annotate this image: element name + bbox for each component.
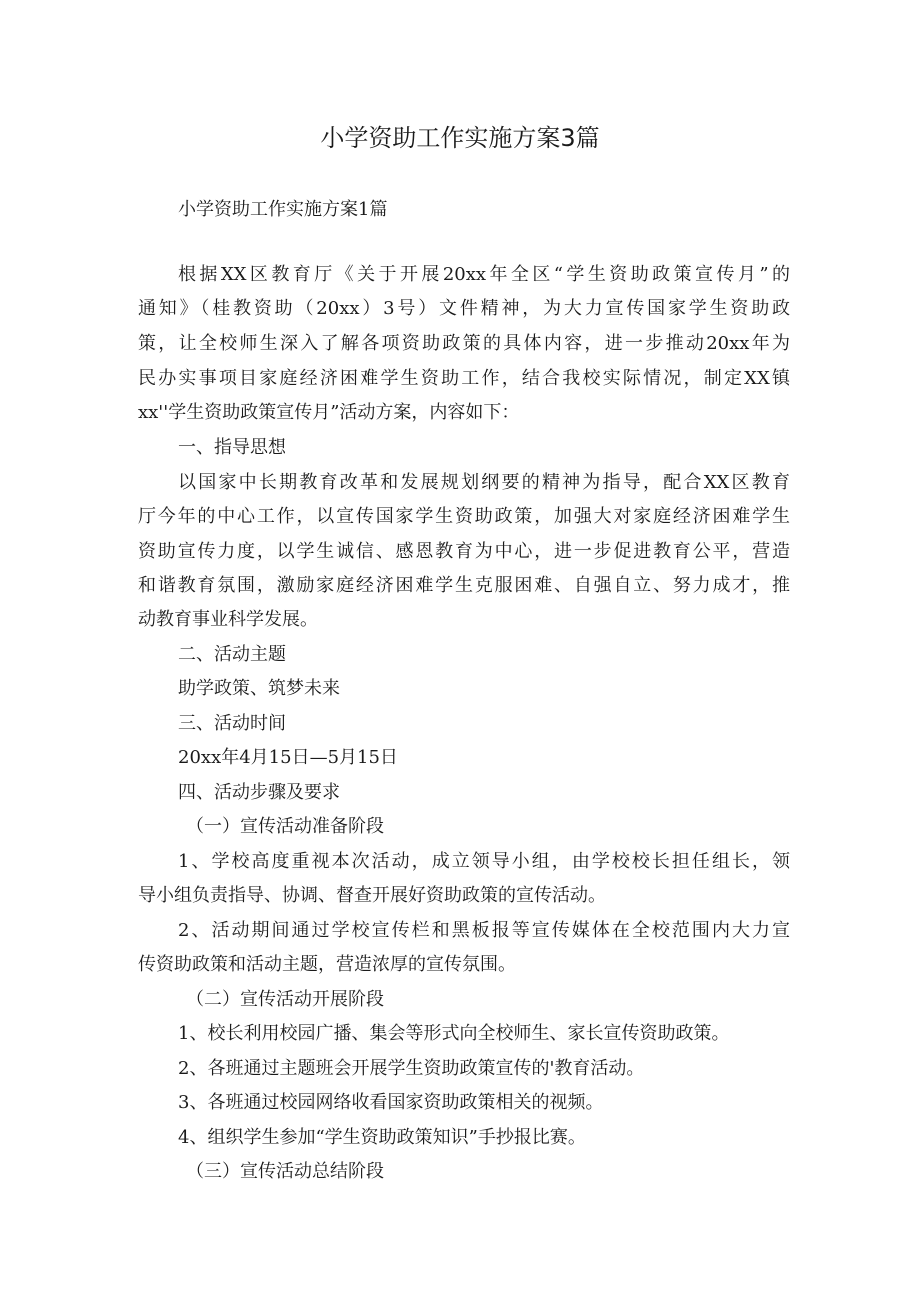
subsection-heading: （三）宣传活动总结阶段 [186, 1161, 384, 1182]
paragraph-line: 传资助政策和活动主题，营造浓厚的宣传氛围。 [138, 954, 516, 975]
paragraph-line: 通知》（桂教资助（20xx）3号）文件精神，为大力宣传国家学生资助政 [138, 298, 790, 319]
paragraph-line: 1、校长利用校园广播、集会等形式向全校师生、家长宣传资助政策。 [178, 1023, 730, 1044]
paragraph-line: 动教育事业科学发展。 [138, 609, 318, 630]
document-title: 小学资助工作实施方案3篇 [320, 124, 600, 152]
paragraph-line: 2、各班通过主题班会开展学生资助政策宣传的'教育活动。 [178, 1058, 645, 1079]
paragraph-line: 厅今年的中心工作，以宣传国家学生资助政策，加强大对家庭经济困难学生 [138, 506, 790, 527]
section-heading: 三、活动时间 [178, 713, 286, 734]
subsection-heading: （二）宣传活动开展阶段 [186, 989, 384, 1010]
paragraph-line: 20xx年4月15日—5月15日 [178, 747, 398, 768]
paragraph-line: 以国家中长期教育改革和发展规划纲要的精神为指导，配合XX区教育 [178, 472, 790, 493]
paragraph-line: 和谐教育氛围，激励家庭经济困难学生克服困难、自强自立、努力成才，推 [138, 575, 790, 596]
paragraph-line: 导小组负责指导、协调、督查开展好资助政策的宣传活动。 [138, 885, 606, 906]
paragraph-line: xx''学生资助政策宣传月”活动方案，内容如下： [138, 402, 520, 423]
subsection-heading: （一）宣传活动准备阶段 [186, 816, 384, 837]
paragraph-line: 民办实事项目家庭经济困难学生资助工作，结合我校实际情况，制定XX镇 [138, 368, 790, 389]
paragraph-line: 策，让全校师生深入了解各项资助政策的具体内容，进一步推动20xx年为 [138, 333, 790, 354]
paragraph-line: 4、组织学生参加“学生资助政策知识”手抄报比赛。 [178, 1127, 586, 1148]
paragraph-line: 2、活动期间通过学校宣传栏和黑板报等宣传媒体在全校范围内大力宣 [178, 920, 790, 941]
paragraph-line: 1、学校高度重视本次活动，成立领导小组，由学校校长担任组长，领 [178, 851, 790, 872]
section-heading: 小学资助工作实施方案1篇 [178, 199, 388, 220]
paragraph-line: 3、各班通过校园网络收看国家资助政策相关的视频。 [178, 1092, 604, 1113]
section-heading: 四、活动步骤及要求 [178, 782, 340, 803]
paragraph-line: 资助宣传力度，以学生诚信、感恩教育为中心，进一步促进教育公平，营造 [138, 541, 790, 562]
section-heading: 二、活动主题 [178, 644, 286, 665]
section-heading: 一、指导思想 [178, 437, 286, 458]
paragraph-line: 根据XX区教育厅《关于开展20xx年全区“学生资助政策宣传月”的 [178, 264, 790, 285]
paragraph-line: 助学政策、筑梦未来 [178, 678, 340, 699]
